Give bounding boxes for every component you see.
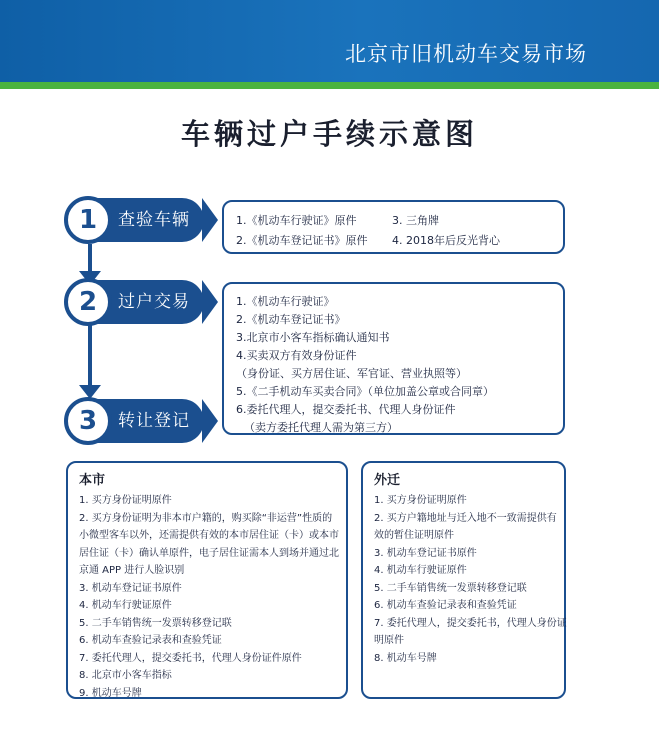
outside-transfer-panel [361, 461, 566, 699]
outside-item: 3. 机动车登记证书原件 [374, 547, 477, 559]
local-item: 5. 二手车销售统一发票转移登记联 [79, 617, 232, 629]
step-1-req-item: 3. 三角牌 [392, 214, 439, 227]
header-green-stripe [0, 82, 659, 89]
header-banner [0, 0, 659, 82]
step-2-req-item: 3.北京市小客车指标确认通知书 [236, 331, 390, 344]
outside-item: 4. 机动车行驶证原件 [374, 565, 467, 576]
flow-connector-2-3 [88, 324, 92, 388]
step-1-requirements-box [222, 200, 565, 254]
local-item: 3. 机动车登记证书原件 [79, 582, 182, 594]
step-1-pill [66, 198, 204, 242]
step-2-number: 2 [64, 278, 112, 326]
step-1-label: 查验车辆 [118, 210, 190, 230]
step-2-pill [66, 280, 204, 324]
step-2-req-item: （身份证、买方居住证、军官证、营业执照等） [236, 367, 467, 380]
step-2-req-item: 5.《二手机动车买卖合同》（单位加盖公章或合同章） [236, 385, 494, 398]
step-1-number: 1 [64, 196, 112, 244]
step-3-label: 转让登记 [118, 411, 190, 431]
step-3-pill [66, 399, 204, 443]
local-item: 4. 机动车行驶证原件 [79, 600, 172, 611]
step-1-req-item: 1.《机动车行驶证》原件 [236, 214, 357, 227]
outside-item: 6. 机动车查验记录表和查验凭证 [374, 600, 517, 611]
step-1-req-item: 2.《机动车登记证书》原件 [236, 234, 368, 247]
outside-item: 5. 二手车销售统一发票转移登记联 [374, 582, 527, 594]
header-title: 北京市旧机动车交易市场 [345, 42, 587, 66]
outside-item: 1. 买方身份证明原件 [374, 495, 467, 506]
local-item: 8. 北京市小客车指标 [79, 670, 172, 681]
step-1-arrow-tip [202, 198, 218, 242]
local-item: 1. 买方身份证明原件 [79, 495, 172, 506]
step-1-req-item: 4. 2018年后反光背心 [392, 234, 500, 247]
step-2-req-item: 4.买卖双方有效身份证件 [236, 349, 357, 362]
step-3-number: 3 [64, 397, 112, 445]
page-title: 车辆过户手续示意图 [180, 117, 478, 151]
step-2-req-item: 2.《机动车登记证书》 [236, 313, 346, 326]
local-item: 7. 委托代理人，提交委托书，代理人身份证件原件 [79, 652, 302, 664]
outside-item: 明原件 [374, 635, 404, 646]
local-panel-title: 本市 [79, 473, 106, 488]
local-item: 9. 机动车号牌 [79, 687, 142, 699]
step-3-arrow-tip [202, 399, 218, 443]
step-2-arrow-tip [202, 280, 218, 324]
step-2-req-item: （卖方委托代理人需为第三方） [244, 421, 398, 434]
outside-item: 7. 委托代理人，提交委托书，代理人身份证 [374, 617, 567, 629]
local-item: 居住证（卡）确认单原件，电子居住证需本人到场并通过北 [79, 547, 339, 559]
outside-panel-title: 外迁 [374, 473, 401, 488]
step-2-requirements-box [222, 282, 565, 435]
local-item: 6. 机动车查验记录表和查验凭证 [79, 635, 222, 646]
local-item: 小微型客车以外，还需提供有效的本市居住证（卡）或本市 [79, 530, 339, 541]
step-2-label: 过户交易 [118, 292, 190, 312]
flow-connector-1-2 [88, 244, 92, 274]
local-item: 2. 买方身份证明为非本市户籍的，购买除“非运营”性质的 [79, 512, 333, 524]
outside-item: 8. 机动车号牌 [374, 652, 437, 664]
outside-item: 效的暂住证明原件 [374, 530, 454, 541]
outside-item: 2. 买方户籍地址与迁入地不一致需提供有 [374, 512, 557, 524]
local-item: 京通 APP 进行人脸识别 [79, 565, 185, 576]
step-2-req-item: 1.《机动车行驶证》 [236, 295, 335, 308]
step-2-req-item: 6.委托代理人，提交委托书、代理人身份证件 [236, 403, 456, 416]
local-registration-panel [66, 461, 348, 699]
